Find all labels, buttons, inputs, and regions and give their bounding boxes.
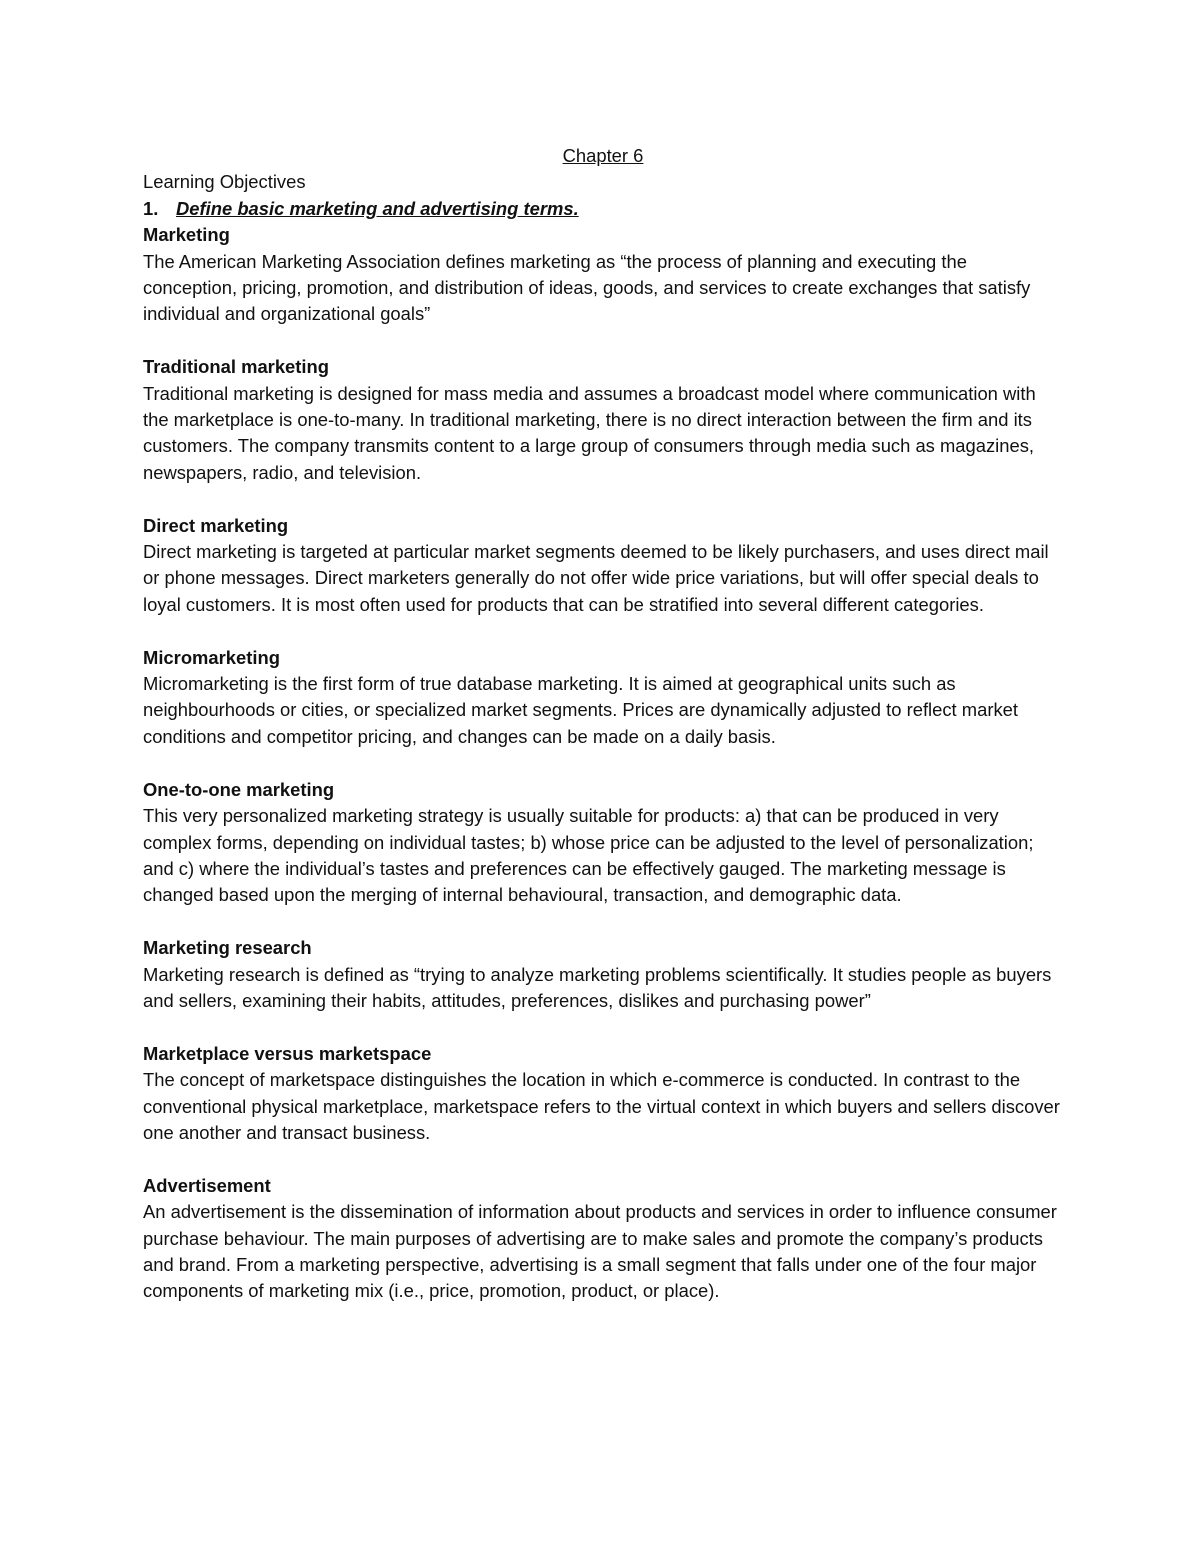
- section-body: Marketing research is defined as “trying to analyze marketing problems scientifically. It studies people as buyers and sellers, examining their habits, attitudes, preferences, dislikes and purchasing power”: [143, 963, 1052, 1011]
- section-one-to-one-marketing: [143, 777, 1063, 909]
- section-heading: Micromarketing: [143, 646, 280, 668]
- learning-objective-1: [143, 196, 1063, 222]
- section-marketplace-vs-marketspace: [143, 1041, 1063, 1147]
- section-body: Micromarketing is the first form of true database marketing. It is aimed at geographical units such as neighbourhoods or cities, or specialized market segments. Prices are dynamically adjusted to reflect market conditions and competitor pricing, and changes can be made on a daily basis.: [143, 673, 1018, 747]
- document-page: [143, 143, 1063, 1331]
- section-micromarketing: [143, 645, 1063, 751]
- section-body: Traditional marketing is designed for mass media and assumes a broadcast model where communication with the marketplace is one-to-many. In traditional marketing, there is no direct interaction between the firm and its customers. The company transmits content to a large group of consumers through media such as magazines, newspapers, radio, and television.: [143, 382, 1036, 483]
- section-heading: One-to-one marketing: [143, 778, 335, 800]
- section-body: An advertisement is the dissemination of information about products and services in order to influence consumer purchase behaviour. The main purposes of advertising are to make sales and promote the company’s products and brand. From a marketing perspective, advertising is a small segment that falls under one of the four major components of marketing mix (i.e., price, promotion, product, or place).: [143, 1201, 1057, 1302]
- section-heading: Marketing research: [143, 937, 312, 959]
- section-heading: Traditional marketing: [143, 356, 329, 378]
- section-body: This very personalized marketing strategy is usually suitable for products: a) that can be produced in very complex forms, depending on individual tastes; b) whose price can be adjusted to the level of personalization; and c) where the individual’s tastes and preferences can be effectively gauged. The marketing message is changed based upon the merging of internal behavioural, transaction, and demographic data.: [143, 805, 1034, 906]
- section-heading: Marketing: [143, 224, 230, 246]
- section-heading: Advertisement: [143, 1174, 271, 1196]
- learning-objectives-label: Learning Objectives: [143, 171, 306, 193]
- section-heading: Marketplace versus marketspace: [143, 1042, 432, 1064]
- section-direct-marketing: [143, 513, 1063, 619]
- section-traditional-marketing: [143, 354, 1063, 486]
- section-marketing: [143, 222, 1063, 328]
- section-heading: Direct marketing: [143, 514, 289, 536]
- chapter-title: Chapter 6: [562, 145, 644, 166]
- objective-text: Define basic marketing and advertising terms.: [176, 197, 579, 219]
- section-body: The concept of marketspace distinguishes the location in which e-commerce is conducted. In contrast to the conventional physical marketplace, marketspace refers to the virtual context in which buyers and sellers discover one another and transact business.: [143, 1069, 1060, 1143]
- objective-number: 1.: [143, 197, 159, 219]
- section-marketing-research: [143, 935, 1063, 1014]
- section-advertisement: [143, 1173, 1063, 1305]
- section-body: Direct marketing is targeted at particular market segments deemed to be likely purchasers, and uses direct mail or phone messages. Direct marketers generally do not offer wide price variations, but will offer special deals to loyal customers. It is most often used for products that can be stratified into several different categories.: [143, 541, 1049, 615]
- section-body: The American Marketing Association defines marketing as “the process of planning and executing the conception, pricing, promotion, and distribution of ideas, goods, and services to create exchanges that satisfy individual and organizational goals”: [143, 250, 1031, 325]
